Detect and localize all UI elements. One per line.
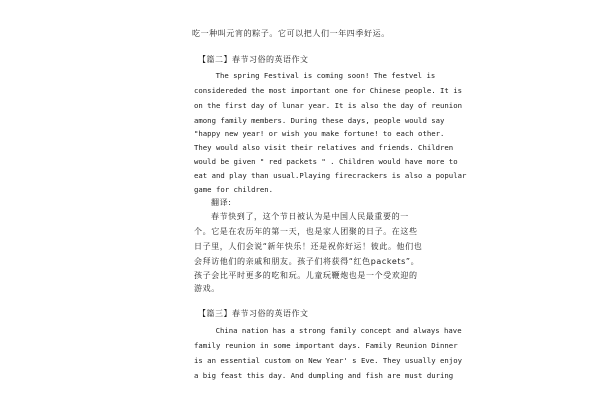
section-2-english-line: would be given " red packets " . Children would have more to: [194, 157, 458, 166]
section-3-english-line: a big feast this day. And dumpling and fish are must during: [194, 371, 454, 380]
section-2-chinese-line: 游戏。: [194, 284, 220, 293]
section-3-heading: 【篇三】春节习俗的英语作文: [198, 309, 309, 318]
section-2-english-line: The spring Festival is coming soon! The festvel is: [198, 71, 436, 80]
intro-chinese-line: 吃一种叫元宵的粽子。它可以把人们一年四季好运。: [192, 29, 390, 38]
section-2-chinese-line: 个。它是在农历年的第一天，也是家人团聚的日子。在这些: [194, 227, 418, 236]
section-2-heading: 【篇二】春节习俗的英语作文: [198, 55, 309, 64]
section-2-chinese-line: 日子里，人们会说“新年快乐！还是祝你好运！彼此。他们也: [194, 242, 423, 251]
section-2-english-line: game for children.: [194, 185, 274, 194]
section-2-chinese-line: 春节快到了，这个节日被认为是中国人民最重要的一: [211, 212, 409, 221]
section-2-english-line: eat and play than usual.Playing firecrackers is also a popular: [194, 171, 467, 180]
section-2-english-line: They would also visit their relatives and friends. Children: [194, 143, 454, 152]
translation-label: 翻译:: [211, 198, 232, 207]
section-3-english-line: family reunion in some important days. Family Reunion Dinner: [194, 341, 458, 350]
section-2-english-line: among family members. During these days, people would say: [194, 116, 445, 125]
section-2-english-line: "happy new year! or wish you make fortune! to each other.: [194, 129, 445, 138]
section-2-english-line: on the first day of lunar year. It is also the day of reunion: [194, 101, 462, 110]
section-3-english-line: is an essential custom on New Year' s Eve. They usually enjoy: [194, 356, 462, 365]
section-2-chinese-line: 会拜访他们的亲戚和朋友。孩子们将获得“红色packets”。: [194, 257, 420, 266]
section-2-english-line: considereded the most important one for Chinese people. It is: [194, 86, 462, 95]
section-3-english-line: China nation has a strong family concept and always have: [198, 326, 462, 335]
section-2-chinese-line: 孩子会比平时更多的吃和玩。儿童玩鞭炮也是一个受欢迎的: [194, 271, 418, 280]
